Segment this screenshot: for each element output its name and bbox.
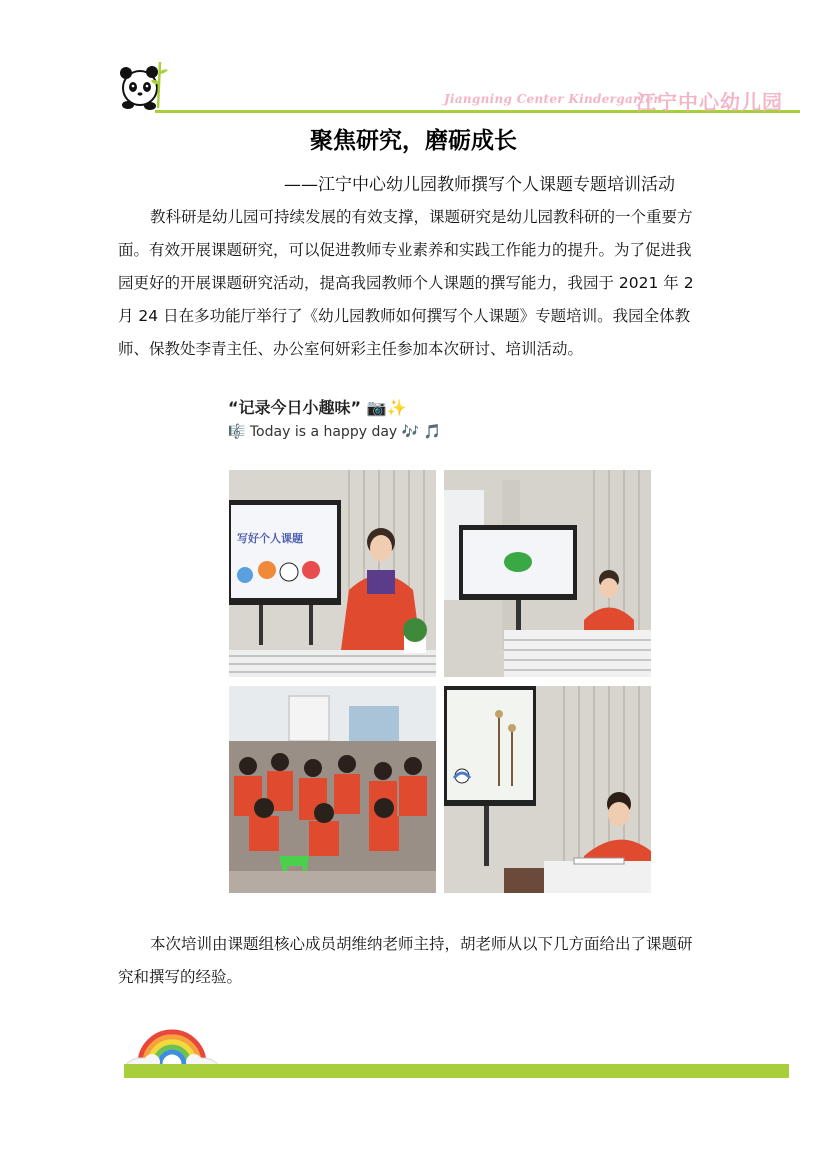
header-english-name: Jiangning Center Kindergarten (444, 92, 663, 106)
photo-presenter-standing (229, 470, 436, 677)
paragraph-line: 师、保教处李青主任、办公室何妍彩主任参加本次研讨、培训活动。 (118, 340, 584, 358)
paragraph-line: 本次培训由课题组核心成员胡维纳老师主持，胡老师从以下几方面给出了课题研 (150, 935, 693, 953)
paragraph-line: 究和撰写的经验。 (118, 968, 243, 986)
paragraph-line: 面。有效开展课题研究，可以促进教师专业素养和实践工作能力的提升。为了促进我 (118, 241, 692, 259)
intro-paragraph (118, 201, 728, 366)
paragraph-line: 月 24 日在多功能厅举行了《幼儿园教师如何撰写个人课题》专题培训。我园全体教 (118, 307, 691, 325)
header-chinese-name: 江宁中心幼儿园 (636, 90, 783, 114)
photo-presenter-reading (444, 686, 651, 893)
screen-text: 写好个人课题 (237, 532, 303, 545)
paragraph-line: 教科研是幼儿园可持续发展的有效支撑，课题研究是幼儿园教科研的一个重要方 (150, 208, 693, 226)
photo-teachers-audience (229, 686, 436, 893)
paragraph-line: 园更好的开展课题研究活动，提高我园教师个人课题的撰写能力，我园于 2021 年 2 (118, 274, 694, 292)
panda-logo-icon (116, 58, 168, 116)
photo-card-subtitle: 🎼 Today is a happy day 🎶 🎵 (228, 424, 441, 440)
footer-bar (124, 1064, 789, 1078)
second-paragraph (118, 928, 728, 994)
photo-card-title: “记录今日小趣味” 📷✨ (228, 398, 407, 417)
article-title: 聚焦研究，磨砺成长 (310, 128, 517, 154)
article-subtitle: ——江宁中心幼儿园教师撰写个人课题专题培训活动 (284, 175, 675, 195)
photo-presenter-seated (444, 470, 651, 677)
